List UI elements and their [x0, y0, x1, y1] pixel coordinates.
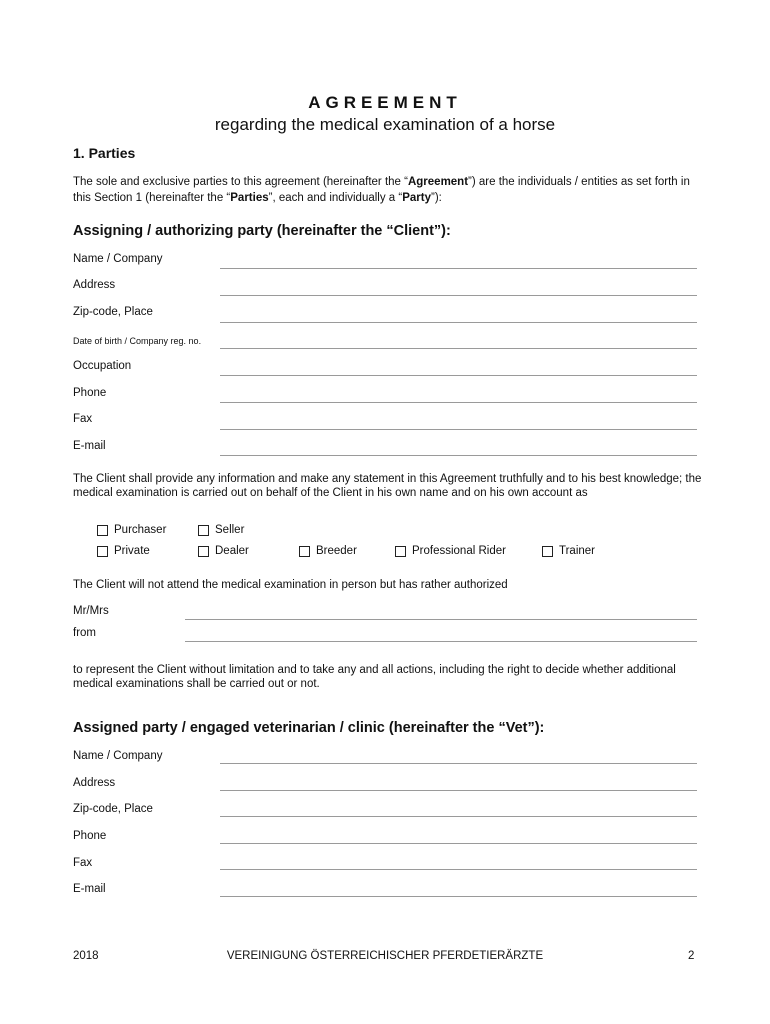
client-phone-field[interactable] [220, 402, 697, 403]
checkbox-box[interactable] [299, 546, 310, 557]
vet-zip-label: Zip-code, Place [73, 803, 153, 815]
client-occupation-label: Occupation [73, 360, 132, 372]
checkbox-box[interactable] [97, 546, 108, 557]
checkbox-professional-rider[interactable]: Professional Rider [395, 545, 506, 557]
vet-email-field[interactable] [220, 896, 697, 897]
client-address-field[interactable] [220, 295, 697, 296]
client-address-label: Address [73, 279, 116, 291]
client-dob-field[interactable] [220, 348, 697, 349]
client-statement: The Client shall provide any information and make any statement in this Agreement truthfully and to his best knowledge; the medical examination is carried out on behalf of the Client in his own name and on his own account as [73, 473, 702, 499]
vet-zip-field[interactable] [220, 816, 697, 817]
client-email-field[interactable] [220, 455, 697, 456]
represent-statement: to represent the Client without limitation and to take any and all actions, including the right to decide whether additional medical examinations shall be carried out or not. [73, 664, 676, 690]
client-dob-label: Date of birth / Company reg. no. [73, 336, 202, 346]
vet-fax-label: Fax [73, 857, 93, 869]
checkbox-box[interactable] [542, 546, 553, 557]
checkbox-seller[interactable]: Seller [198, 524, 244, 536]
parties-intro: The sole and exclusive parties to this agreement (hereinafter the “Agreement”) are the individuals / entities as set forth in this Section 1 (hereinafter the “Parties”, each and individually a “Party”): [73, 176, 690, 204]
client-heading: Assigning / authorizing party (hereinafter the “Client”): [73, 223, 451, 239]
checkbox-box[interactable] [97, 525, 108, 536]
client-zip-label: Zip-code, Place [73, 306, 153, 318]
document-title: AGREEMENT [308, 93, 462, 112]
checkbox-dealer[interactable]: Dealer [198, 545, 249, 557]
rep-from-field[interactable] [185, 641, 697, 642]
vet-name-field[interactable] [220, 763, 697, 764]
client-not-attend: The Client will not attend the medical examination in person but has rather authorized [73, 579, 508, 591]
client-name-label: Name / Company [73, 253, 163, 265]
section-heading-parties: 1. Parties [73, 145, 136, 161]
checkbox-breeder[interactable]: Breeder [299, 545, 357, 557]
vet-address-label: Address [73, 777, 116, 789]
client-fax-label: Fax [73, 413, 93, 425]
checkbox-box[interactable] [198, 525, 209, 536]
vet-phone-label: Phone [73, 830, 107, 842]
document-subtitle: regarding the medical examination of a horse [214, 115, 556, 134]
client-zip-field[interactable] [220, 322, 697, 323]
footer-organization: VEREINIGUNG ÖSTERREICHISCHER PFERDETIERÄRZTE [226, 950, 544, 962]
vet-fax-field[interactable] [220, 869, 697, 870]
checkbox-private[interactable]: Private [97, 545, 150, 557]
page-number: 2 [688, 950, 695, 962]
footer-year: 2018 [73, 950, 99, 962]
client-occupation-field[interactable] [220, 375, 697, 376]
vet-address-field[interactable] [220, 790, 697, 791]
vet-phone-field[interactable] [220, 843, 697, 844]
client-phone-label: Phone [73, 387, 107, 399]
client-fax-field[interactable] [220, 429, 697, 430]
checkbox-box[interactable] [198, 546, 209, 557]
rep-name-field[interactable] [185, 619, 697, 620]
checkbox-box[interactable] [395, 546, 406, 557]
checkbox-trainer[interactable]: Trainer [542, 545, 595, 557]
client-name-field[interactable] [220, 268, 697, 269]
vet-name-label: Name / Company [73, 750, 163, 762]
checkbox-purchaser[interactable]: Purchaser [97, 524, 166, 536]
rep-from-label: from [73, 627, 96, 639]
vet-heading: Assigned party / engaged veterinarian / clinic (hereinafter the “Vet”): [73, 720, 545, 736]
rep-name-label: Mr/Mrs [73, 605, 109, 617]
client-email-label: E-mail [73, 440, 106, 452]
vet-email-label: E-mail [73, 883, 106, 895]
